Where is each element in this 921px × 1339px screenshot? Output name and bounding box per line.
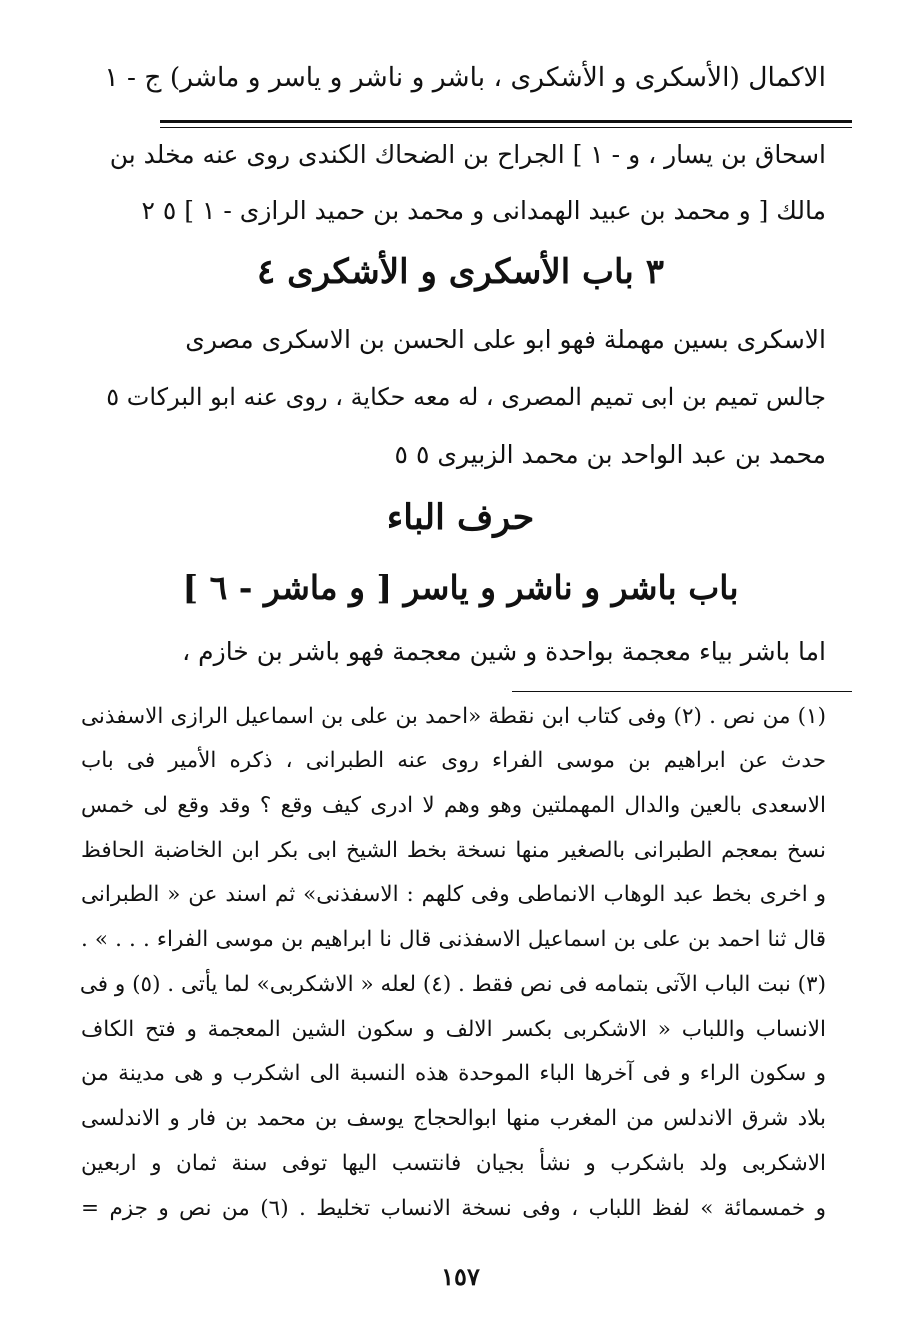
footnote-line: حدث عن ابراهيم بن موسى الفراء روى عنه الطبرانى ، ذكره الأمير فى باب (81, 748, 826, 773)
header-rule (160, 120, 852, 123)
footnote-line: (١) من نص . (٢) وفى كتاب ابن نقطة «احمد بن على بن اسماعيل الرازى الاسفذنى (81, 704, 826, 729)
body-line: محمد بن عبد الواحد بن محمد الزبيرى ٥ ٥ (394, 440, 826, 469)
body-line: اما باشر بياء معجمة بواحدة و شين معجمة فهو باشر بن خازم ، (182, 637, 826, 666)
footnote-line: و خمسمائة » لفظ اللباب ، وفى نسخة الانساب تخليط . (٦) من نص و جزم = (81, 1196, 826, 1221)
footnote-line: (٣) نبت الباب الآتى بتمامه فى نص فقط . (٤) لعله « الاشكربى» لما يأتى . (٥) و فى (79, 972, 826, 997)
section-title: حرف الباء (386, 497, 535, 538)
footnote-line: بلاد شرق الاندلس من المغرب منها ابوالحجاج يوسف بن محمد بن فار و الاندلسى (81, 1106, 826, 1131)
footnote-line: و اخرى بخط عبد الوهاب الانماطى وفى كلهم : الاسفذنى» ثم اسند عن « الطبرانى (81, 882, 826, 907)
chapter-heading: ٣ باب الأسكرى و الأشكرى ٤ (257, 252, 664, 292)
footnote-line: الانساب واللباب « الاشكربى بكسر الالف و سكون الشين المعجمة و فتح الكاف (81, 1017, 826, 1042)
header-rule-thin (160, 127, 852, 128)
footnote-line: الاسعدى بالعين والدال المهملتين وهو وهم لا ادرى كيف وقع ؟ وقد وقع لى خمس (81, 793, 826, 818)
footnote-line: الاشكربى ولد باشكرب و نشأ بجيان فانتسب اليها توفى سنة ثمان و اربعين (81, 1151, 826, 1176)
body-line: جالس تميم بن ابى تميم المصرى ، له معه حكاية ، روى عنه ابو البركات ٥ (106, 383, 826, 411)
body-line: الاسكرى بسين مهملة فهو ابو على الحسن بن الاسكرى مصرى (185, 325, 826, 354)
body-line: مالك [ و محمد بن عبيد الهمدانى و محمد بن حميد الرازى - ١ ] ٥ ٢ (141, 196, 826, 225)
running-header: الاكمال (الأسكرى و الأشكرى ، باشر و ناشر و ياسر و ماشر) ج - ١ (104, 62, 826, 93)
body-line: اسحاق بن يسار ، و - ١ ] الجراح بن الضحاك الكندى روى عنه مخلد بن (109, 140, 826, 169)
page-number: ١٥٧ (441, 1262, 480, 1291)
footnote-line: نسخ بمعجم الطبرانى بالصغير منها نسخة بخط الشيخ ابى بكر ابن الخاضبة الحافظ (81, 838, 826, 863)
footnote-rule (512, 691, 852, 692)
footnote-line: و سكون الراء و فى آخرها الباء الموحدة هذه النسبة الى اشكرب و هى مدينة من (81, 1061, 826, 1086)
chapter-heading: باب باشر و ناشر و ياسر [ و ماشر - ٦ ] (182, 568, 739, 607)
footnote-line: قال ثنا احمد بن على بن اسماعيل الاسفذنى قال نا ابراهيم بن موسى الفراء . . . » . (81, 927, 826, 952)
